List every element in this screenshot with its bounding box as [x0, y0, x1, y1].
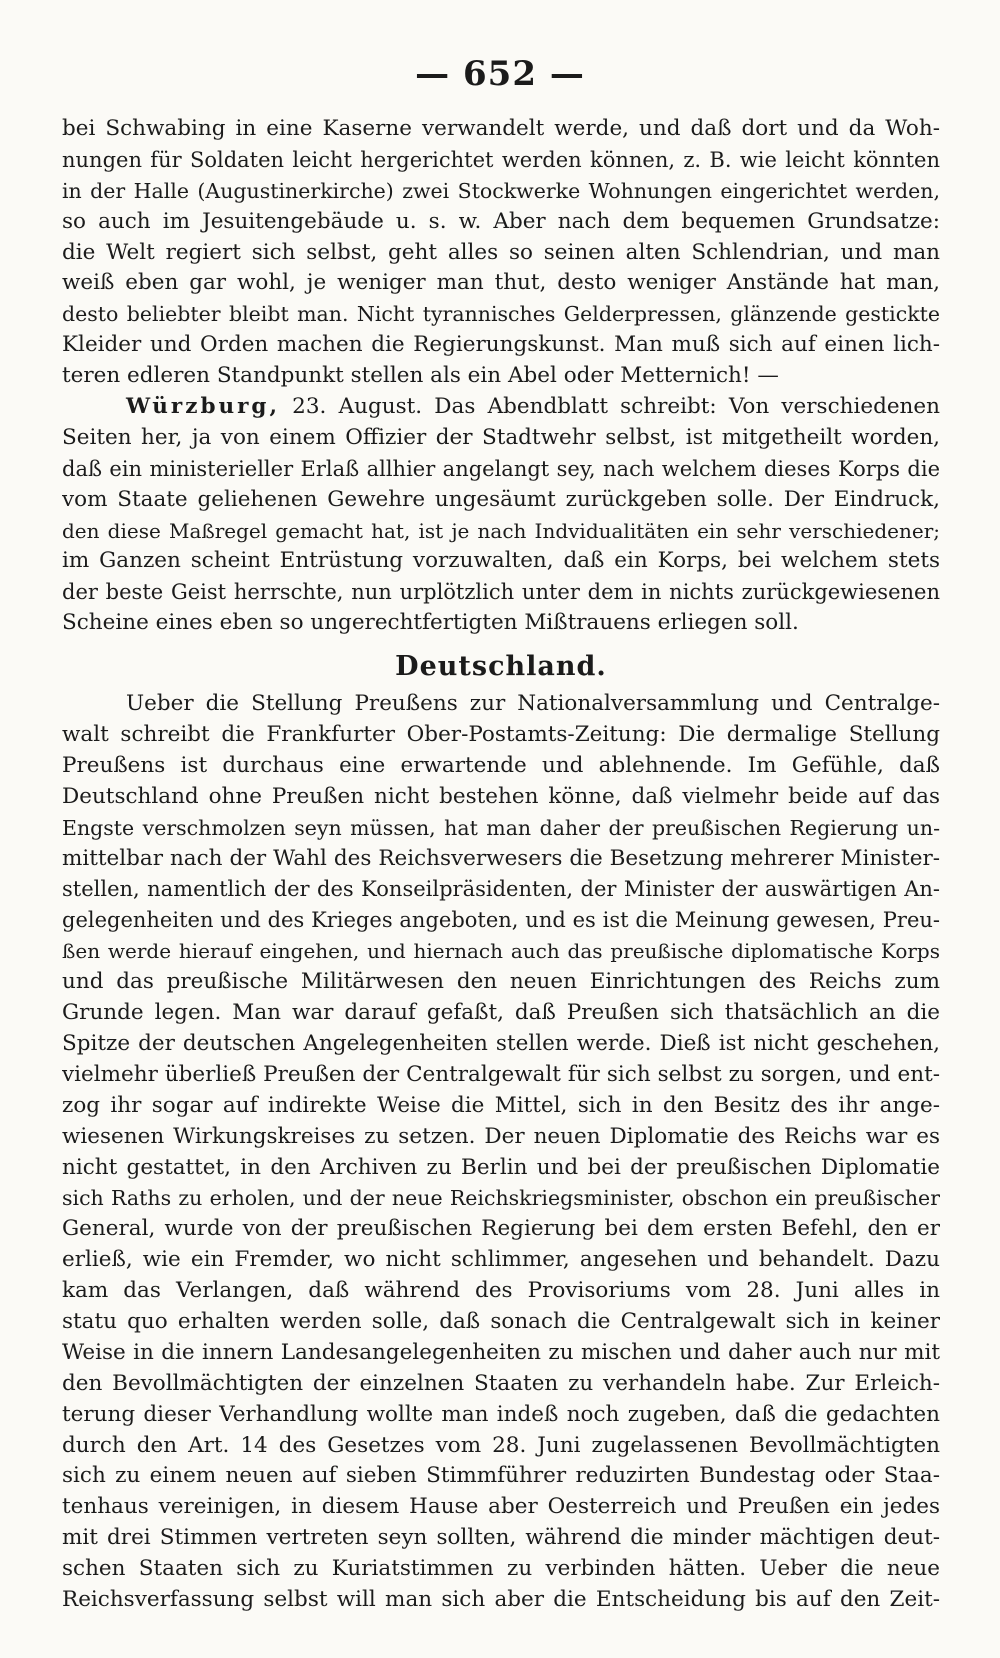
text-line: Engste verschmolzen seyn müssen, hat man daher der preußischen Regierung un-	[62, 815, 940, 840]
text-line	[62, 392, 940, 423]
text-line: walt schreibt die Frankfurter Ober-Postamts-Zeitung: Die dermalige Stellung	[62, 722, 940, 748]
text-line: und das preußische Militärwesen den neuen Einrichtungen des Reichs zum	[62, 969, 940, 995]
text-line: mittelbar nach der Wahl des Reichsverwesers die Besetzung mehrerer Minister-	[62, 845, 940, 871]
text-line: die Welt regiert sich selbst, geht alles so seinen alten Schlendrian, und man	[62, 239, 940, 265]
dateline-rest: 23. August. Das Abendblatt schreibt: Von verschiedenen	[292, 394, 940, 420]
paragraph-3	[62, 689, 940, 1616]
text-line: so auch im Jesuitengebäude u. s. w. Aber nach dem bequemen Grundsatze:	[62, 208, 940, 234]
text-line: nungen für Soldaten leicht hergerichtet werden können, z. B. wie leicht könnten	[62, 147, 940, 172]
text-line: terung dieser Verhandlung wollte man indeß noch zugeben, daß die gedachten	[62, 1401, 940, 1427]
text-line: wiesenen Wirkungskreises zu setzen. Der neuen Diplomatie des Reichs war es	[62, 1123, 940, 1149]
text-line: tenhaus vereinigen, in diesem Hause aber Oesterreich und Preußen ein jedes	[62, 1494, 940, 1520]
text-line: Weise in die innern Landesangelegenheiten zu mischen und daher auch nur mit	[62, 1339, 940, 1365]
text-line: bei Schwabing in eine Kaserne verwandelt werde, und daß dort und da Woh-	[62, 116, 940, 141]
text-line: mit drei Stimmen vertreten seyn sollten, während die minder mächtigen deut-	[62, 1525, 940, 1551]
text-line: ßen werde hierauf eingehen, und hiernach auch das preußische diplomatische Korps	[62, 939, 940, 964]
text-line: desto beliebter bleibt man. Nicht tyrannisches Gelderpressen, glänzende gestickte	[62, 302, 940, 327]
dateline-place: Würzburg,	[126, 394, 280, 420]
text-line: weiß eben gar wohl, je weniger man thut, desto weniger Anstände hat man,	[62, 270, 940, 296]
text-line: Kleider und Orden machen die Regierungskunst. Man muß sich auf einen lich-	[62, 332, 940, 358]
text-line: statu quo erhalten werden solle, daß sonach die Centralgewalt sich in keiner	[62, 1308, 940, 1334]
text-line: den diese Maßregel gemacht hat, ist je nach Indvidualitäten ein sehr verschiedener;	[62, 518, 940, 543]
text-line: der beste Geist herrschte, nun urplötzlich unter dem in nichts zurückgewiesenen	[62, 580, 940, 605]
text-line: stellen, namentlich der des Konseilpräsidenten, der Minister der auswärtigen An-	[62, 877, 940, 902]
text-line: Deutschland ohne Preußen nicht bestehen könne, daß vielmehr beide auf das	[62, 783, 940, 809]
text-line: erließ, wie ein Fremder, wo nicht schlimmer, angesehen und behandelt. Dazu	[62, 1247, 940, 1273]
text-line: sich Raths zu erholen, und der neue Reichskriegsminister, obschon ein preußischer	[62, 1186, 940, 1211]
text-line: im Ganzen scheint Entrüstung vorzuwalten, daß ein Korps, bei welchem stets	[62, 548, 940, 574]
text-line: Ueber die Stellung Preußens zur Nationalversammlung und Centralge-	[126, 691, 940, 717]
text-line: daß ein ministerieller Erlaß allhier angelangt sey, nach welchem dieses Korps die	[62, 456, 940, 481]
paragraph-1	[62, 114, 940, 392]
text-line: in der Halle (Augustinerkirche) zwei Stockwerke Wohnungen eingerichtet werden,	[62, 178, 940, 203]
text-line: kam das Verlangen, daß während des Provisoriums vom 28. Juni alles in	[62, 1278, 940, 1304]
text-line: Spitze der deutschen Angelegenheiten stellen werde. Dieß ist nicht geschehen,	[62, 1030, 940, 1056]
section-heading: Deutschland.	[395, 651, 607, 683]
text-line: zog ihr sogar auf indirekte Weise die Mittel, sich in den Besitz des ihr ange-	[62, 1092, 940, 1118]
text-line: den Bevollmächtigten der einzelnen Staaten zu verhandeln habe. Zur Erleich-	[62, 1370, 940, 1396]
text-line: vielmehr überließ Preußen der Centralgewalt für sich selbst zu sorgen, und ent-	[62, 1061, 940, 1087]
text-line: nicht gestattet, in den Archiven zu Berlin und bei der preußischen Diplomatie	[62, 1154, 940, 1180]
text-line: gelegenheiten und des Krieges angeboten, und es ist die Meinung gewesen, Preu-	[62, 908, 940, 933]
text-line: Grunde legen. Man war darauf gefaßt, daß Preußen sich thatsächlich an die	[62, 1000, 940, 1026]
text-line: Seiten her, ja von einem Offizier der Stadtwehr selbst, ist mitgetheilt worden,	[62, 424, 940, 450]
text-line: vom Staate geliehenen Gewehre ungesäumt zurückgeben solle. Der Eindruck,	[62, 486, 940, 512]
text-line: Preußens ist durchaus eine erwartende und ablehnende. Im Gefühle, daß	[62, 752, 940, 778]
text-line: Reichsverfassung selbst will man sich aber die Entscheidung bis auf den Zeit-	[62, 1586, 940, 1612]
text-line: General, wurde von der preußischen Regierung bei dem ersten Befehl, den er	[62, 1216, 940, 1242]
text-line: sich zu einem neuen auf sieben Stimmführer reduzirten Bundestag oder Staa-	[62, 1463, 940, 1489]
text-line: teren edleren Standpunkt stellen als ein Abel oder Metternich! —	[62, 363, 779, 389]
text-line: Scheine eines eben so ungerechtfertigten Mißtrauens erliegen soll.	[62, 610, 799, 636]
text-line: schen Staaten sich zu Kuriatstimmen zu verbinden hätten. Ueber die neue	[62, 1556, 940, 1582]
page-number: — 652 —	[415, 54, 585, 94]
body-text	[62, 114, 940, 1616]
text-line: durch den Art. 14 des Gesetzes vom 28. Juni zugelassenen Bevollmächtigten	[62, 1432, 940, 1458]
paragraph-2	[62, 392, 940, 639]
